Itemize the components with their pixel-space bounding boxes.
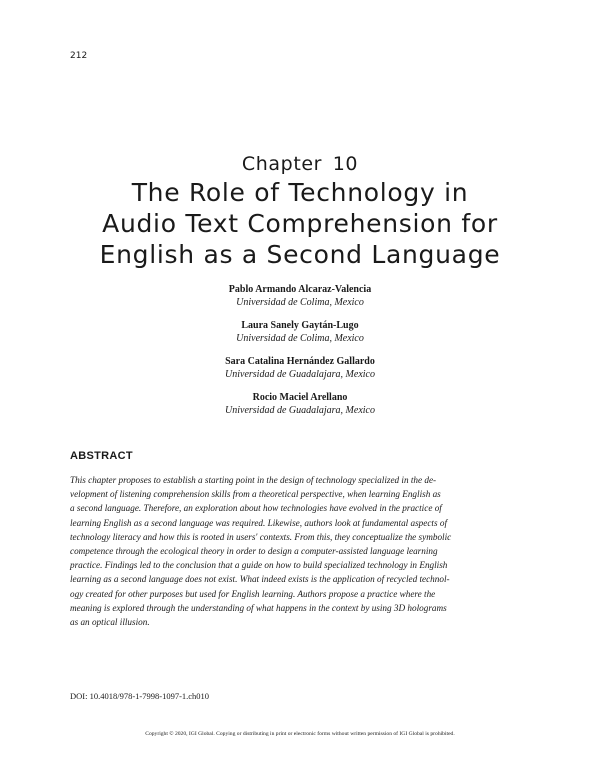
author-name: Laura Sanely Gaytán-Lugo xyxy=(241,320,359,331)
author-affiliation: Universidad de Colima, Mexico xyxy=(236,333,364,344)
author-name: Sara Catalina Hernández Gallardo xyxy=(225,356,375,367)
abstract-line: technology literacy and how this is rooted in users' contexts. From this, they conceptualize the symbolic xyxy=(70,531,452,542)
author-affiliation: Universidad de Colima, Mexico xyxy=(236,297,364,308)
abstract-line: meaning is explored through the understanding of what happens in the context by using 3D holograms xyxy=(70,602,447,613)
abstract-line: ogy created for other purposes but used for English learning. Authors propose a practice where the xyxy=(70,588,436,599)
author-block xyxy=(0,319,600,345)
title-line: English as a Second Language xyxy=(99,240,501,269)
abstract-line: learning English as a second language was required. Likewise, authors look at fundamental aspects of xyxy=(70,517,448,528)
author-list xyxy=(0,283,600,427)
author-name: Pablo Armando Alcaraz-Valencia xyxy=(228,284,372,295)
chapter-title xyxy=(40,177,560,270)
author-affiliation: Universidad de Guadalajara, Mexico xyxy=(225,369,375,380)
abstract-line: a second language. Therefore, an exploration about how technologies have evolved in the practice of xyxy=(70,503,442,514)
abstract-line: learning as a second language does not exist. What indeed exists is the application of recycled technol- xyxy=(70,574,450,585)
abstract-line: velopment of listening comprehension skills from a theoretical perspective, when learning English as xyxy=(70,489,441,500)
abstract-line: competence through the ecological theory in order to design a computer-assisted language learning xyxy=(70,546,438,557)
title-line: Audio Text Comprehension for xyxy=(102,209,498,238)
chapter-label: Chapter 10 xyxy=(241,153,359,175)
abstract-line: as an optical illusion. xyxy=(70,617,150,628)
author-block xyxy=(0,391,600,417)
author-affiliation: Universidad de Guadalajara, Mexico xyxy=(225,405,375,416)
abstract-line: This chapter proposes to establish a starting point in the design of technology specialized in the de- xyxy=(70,475,437,485)
author-block xyxy=(0,355,600,381)
abstract-line: practice. Findings led to the conclusion that a guide on how to build specialized technology in English xyxy=(70,560,448,571)
doi: DOI: 10.4018/978-1-7998-1097-1.ch010 xyxy=(70,691,210,701)
author-block xyxy=(0,283,600,309)
title-line: The Role of Technology in xyxy=(131,178,469,207)
author-name: Rocio Maciel Arellano xyxy=(252,392,348,403)
copyright-notice: Copyright © 2020, IGI Global. Copying or distributing in print or electronic forms without written permission of IGI Global is prohibited. xyxy=(145,731,455,737)
page-number: 212 xyxy=(70,51,88,61)
abstract-heading: ABSTRACT xyxy=(70,450,133,462)
abstract-body xyxy=(70,473,515,629)
